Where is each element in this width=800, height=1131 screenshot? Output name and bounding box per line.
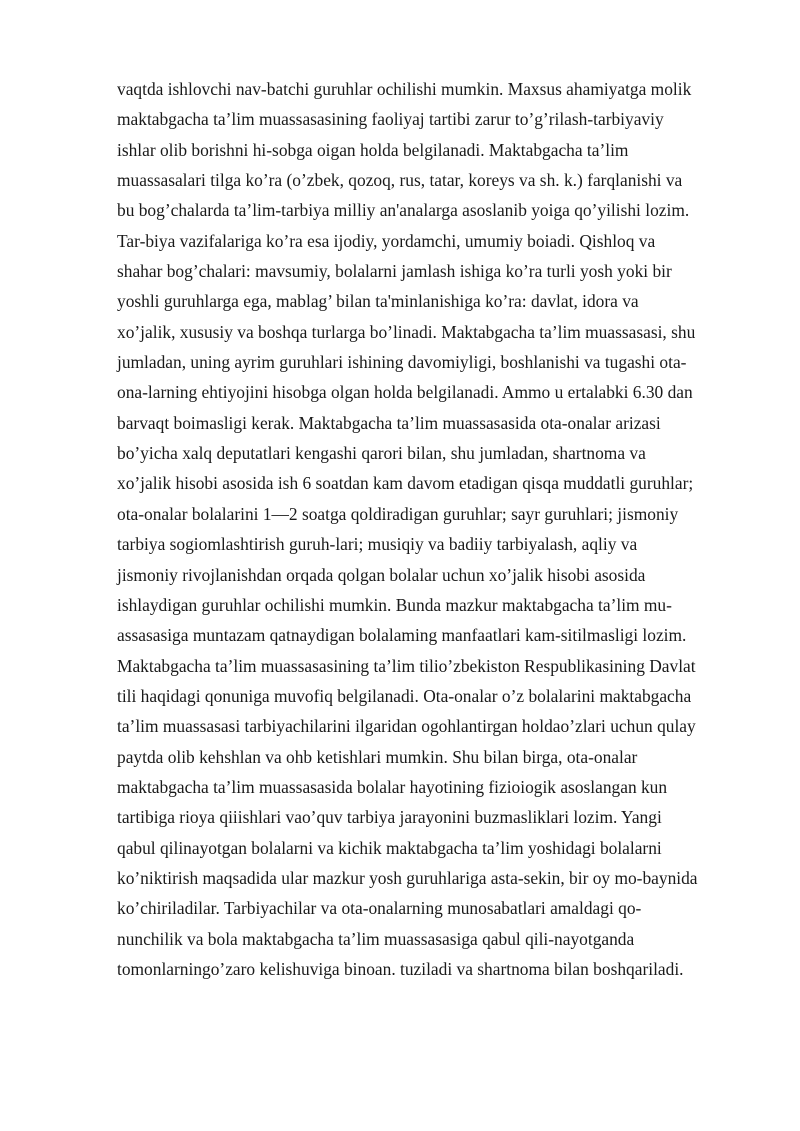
text-line-26: qabul qilinayotgan bolalarni va kichik maktabgacha ta’lim yoshidagi bolalarni (117, 837, 662, 858)
text-line-7: shahar bog’chalari: mavsumiy, bolalarni jamlash ishiga ko’ra turli yosh yoki bir (117, 261, 672, 282)
text-line-6: Tar-biya vazifalariga ko’ra esa ijodiy, yordamchi, umumiy boiadi. Qishloq va (117, 230, 656, 251)
text-line-30: tomonlarningo’zaro kelishuviga binoan. tuziladi va shartnoma bilan boshqariladi. (117, 958, 684, 979)
text-line-22: ta’lim muassasasi tarbiyachilarini ilgaridan ogohlantirgan holdao’zlari uchun qulay (117, 716, 696, 737)
text-line-10: jumladan, uning ayrim guruhlari ishining davomiyligi, boshlanishi va tugashi ota- (117, 352, 687, 373)
body-paragraph (117, 74, 747, 984)
text-line-14: xo’jalik hisobi asosida ish 6 soatdan kam davom etadigan qisqa muddatli guruhlar; (117, 473, 694, 494)
text-line-2: maktabgacha ta’lim muassasasining faoliyaj tartibi zarur to’g’rilash-tarbiyaviy (117, 109, 664, 130)
text-line-9: xo’jalik, xususiy va boshqa turlarga bo’linadi. Maktabgacha ta’lim muassasasi, shu (117, 321, 696, 342)
text-line-29: nunchilik va bola maktabgacha ta’lim muassasasiga qabul qili-nayotganda (117, 928, 635, 949)
text-line-8: yoshli guruhlarga ega, mablag’ bilan ta'minlanishiga ko’ra: davlat, idora va (117, 291, 639, 312)
text-line-27: ko’niktirish maqsadida ular mazkur yosh guruhlariga asta-sekin, bir oy mo-baynida (117, 867, 698, 888)
text-line-4: muassasalari tilga ko’ra (o’zbek, qozoq, rus, tatar, koreys va sh. k.) farqlanishi va (117, 170, 683, 191)
text-line-13: bo’yicha xalq deputatlari kengashi qarori bilan, shu jumladan, shartnoma va (117, 443, 646, 464)
text-line-17: jismoniy rivojlanishdan orqada qolgan bolalar uchun xo’jalik hisobi asosida (117, 564, 646, 585)
text-line-21: tili haqidagi qonuniga muvofiq belgilanadi. Ota-onalar o’z bolalarini maktabgacha (117, 685, 692, 706)
text-line-5: bu bog’chalarda ta’lim-tarbiya milliy an'analarga asoslanib yoiga qo’yilishi lozim. (117, 200, 690, 221)
text-line-18: ishlaydigan guruhlar ochilishi mumkin. Bunda mazkur maktabgacha ta’lim mu- (117, 594, 672, 615)
text-line-1: vaqtda ishlovchi nav-batchi guruhlar ochilishi mumkin. Maxsus ahamiyatga molik (117, 79, 692, 99)
text-line-19: assasasiga muntazam qatnaydigan bolalaming manfaatlari kam-sitilmasligi lozim. (117, 625, 687, 646)
text-line-25: tartibiga rioya qiiishlari vao’quv tarbiya jarayonini buzmasliklari lozim. Yangi (117, 807, 662, 828)
text-line-15: ota-onalar bolalarini 1—2 soatga qoldiradigan guruhlar; sayr guruhlari; jismoniy (117, 503, 679, 524)
text-line-28: ko’chiriladilar. Tarbiyachilar va ota-onalarning munosabatlari amaldagi qo- (117, 898, 642, 919)
text-line-12: barvaqt boimasligi kerak. Maktabgacha ta’lim muassasasida ota-onalar arizasi (117, 412, 661, 433)
text-line-16: tarbiya sogiomlashtirish guruh-lari; musiqiy va badiiy tarbiyalash, aqliy va (117, 534, 638, 555)
text-line-11: ona-larning ehtiyojini hisobga olgan holda belgilanadi. Ammo u ertalabki 6.30 dan (117, 382, 693, 403)
text-line-23: paytda olib kehshlan va ohb ketishlari mumkin. Shu bilan birga, ota-onalar (117, 746, 638, 767)
text-line-20: Maktabgacha ta’lim muassasasining ta’lim tilio’zbekiston Respublikasining Davlat (117, 655, 696, 676)
text-line-3: ishlar olib borishni hi-sobga oigan holda belgilanadi. Maktabgacha ta’lim (117, 139, 629, 160)
text-line-24: maktabgacha ta’lim muassasasida bolalar hayotining fizioiogik asoslangan kun (117, 776, 668, 797)
